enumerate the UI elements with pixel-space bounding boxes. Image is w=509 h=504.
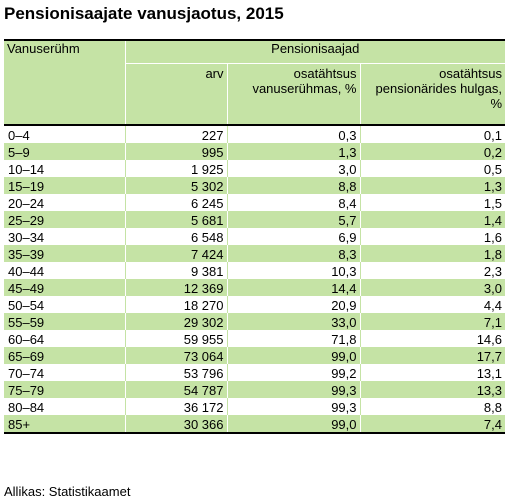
header-col-count: arv: [125, 64, 227, 126]
header-age-group: Vanuserühm: [4, 40, 125, 125]
cell-share-pensioners: 3,0: [360, 279, 505, 296]
table-row: [4, 398, 505, 415]
cell-count: 995: [125, 143, 227, 160]
table-row: [4, 245, 505, 262]
cell-share-pensioners: 0,2: [360, 143, 505, 160]
cell-count: 18 270: [125, 296, 227, 313]
cell-share-age-group: 5,7: [227, 211, 360, 228]
table-row: [4, 347, 505, 364]
cell-count: 6 548: [125, 228, 227, 245]
cell-count: 12 369: [125, 279, 227, 296]
table-row: [4, 160, 505, 177]
cell-age-group: 35–39: [4, 245, 125, 262]
cell-share-pensioners: 1,5: [483, 196, 502, 211]
cell-share-age-group: 99,0: [227, 415, 360, 433]
table-row: [4, 211, 505, 228]
table-row: [4, 330, 505, 347]
cell-share-age-group: 3,0: [227, 160, 360, 177]
cell-age-group: 10–14: [4, 160, 125, 177]
cell-share-age-group: 6,9: [227, 228, 360, 245]
cell-share-pensioners: 4,4: [483, 298, 502, 313]
table-row: [4, 143, 505, 160]
cell-count: 73 064: [125, 347, 227, 364]
cell-share-age-group: 71,8: [227, 330, 360, 347]
cell-age-group: 15–19: [4, 177, 125, 194]
cell-count: 29 302: [125, 313, 227, 330]
cell-count: 5 302: [125, 177, 227, 194]
cell-age-group: 80–84: [4, 398, 125, 415]
cell-age-group: 40–44: [4, 262, 125, 279]
cell-share-pensioners: 8,8: [483, 400, 502, 415]
cell-age-group: 0–4: [4, 125, 125, 143]
cell-count: 59 955: [125, 330, 227, 347]
header-col-share-age-group: osatähtsus vanuserühmas, %: [227, 64, 360, 126]
cell-count: 53 796: [125, 364, 227, 381]
cell-age-group: 60–64: [4, 330, 125, 347]
cell-share-age-group: 99,3: [227, 381, 360, 398]
cell-share-pensioners: 1,3: [360, 177, 505, 194]
cell-share-age-group: 1,3: [227, 143, 360, 160]
table-row: [4, 279, 505, 296]
cell-share-age-group: 33,0: [227, 313, 360, 330]
cell-share-age-group: 99,3: [227, 398, 360, 415]
cell-share-age-group: 14,4: [227, 279, 360, 296]
cell-share-age-group: 99,2: [227, 364, 360, 381]
table-row: [4, 296, 505, 313]
cell-share-age-group: 8,3: [227, 245, 360, 262]
table-row: [4, 125, 505, 143]
source-note: Allikas: Statistikaamet: [4, 484, 131, 499]
table-row: [4, 364, 505, 381]
cell-age-group: 85+: [4, 415, 125, 433]
cell-share-pensioners: 7,4: [360, 415, 505, 433]
cell-age-group: 25–29: [4, 211, 125, 228]
table-row: [4, 262, 505, 279]
cell-share-age-group: 8,8: [227, 177, 360, 194]
cell-share-pensioners: 2,3: [483, 264, 502, 279]
cell-share-pensioners: 7,1: [360, 313, 505, 330]
cell-count: 5 681: [125, 211, 227, 228]
cell-share-pensioners: 1,8: [360, 245, 505, 262]
table-row: [4, 415, 505, 433]
cell-age-group: 20–24: [4, 194, 125, 211]
cell-share-pensioners: 1,4: [360, 211, 505, 228]
table-header: [4, 40, 505, 125]
cell-age-group: 50–54: [4, 296, 125, 313]
cell-age-group: 5–9: [4, 143, 125, 160]
cell-share-pensioners: 0,1: [483, 128, 502, 143]
header-group: Pensionisaajad: [125, 40, 505, 64]
cell-share-pensioners: 13,1: [476, 366, 502, 381]
cell-share-age-group: 0,3: [227, 125, 360, 143]
table-row: [4, 228, 505, 245]
table-title: Pensionisaajate vanusjaotus, 2015: [4, 4, 284, 23]
cell-share-age-group: 8,4: [227, 194, 360, 211]
table-body: [4, 125, 505, 433]
table-row: [4, 381, 505, 398]
cell-age-group: 30–34: [4, 228, 125, 245]
cell-count: 227: [125, 125, 227, 143]
cell-share-pensioners: 1,6: [483, 230, 502, 245]
table-row: [4, 177, 505, 194]
cell-count: 7 424: [125, 245, 227, 262]
cell-share-age-group: 10,3: [227, 262, 360, 279]
cell-age-group: 75–79: [4, 381, 125, 398]
cell-share-pensioners: 14,6: [476, 332, 502, 347]
cell-count: 1 925: [125, 160, 227, 177]
pension-age-table: [4, 39, 505, 434]
cell-count: 36 172: [125, 398, 227, 415]
cell-age-group: 45–49: [4, 279, 125, 296]
header-col-share-pensioners: osatähtsus pensionärides hulgas, %: [360, 64, 505, 126]
cell-share-age-group: 20,9: [227, 296, 360, 313]
cell-share-age-group: 99,0: [227, 347, 360, 364]
cell-count: 54 787: [125, 381, 227, 398]
table-row: [4, 194, 505, 211]
cell-count: 9 381: [125, 262, 227, 279]
cell-age-group: 55–59: [4, 313, 125, 330]
cell-count: 30 366: [125, 415, 227, 433]
cell-count: 6 245: [125, 194, 227, 211]
cell-share-pensioners: 0,5: [483, 162, 502, 177]
cell-share-pensioners: 13,3: [360, 381, 505, 398]
cell-age-group: 65–69: [4, 347, 125, 364]
table-row: [4, 313, 505, 330]
cell-share-pensioners: 17,7: [360, 347, 505, 364]
cell-age-group: 70–74: [4, 364, 125, 381]
